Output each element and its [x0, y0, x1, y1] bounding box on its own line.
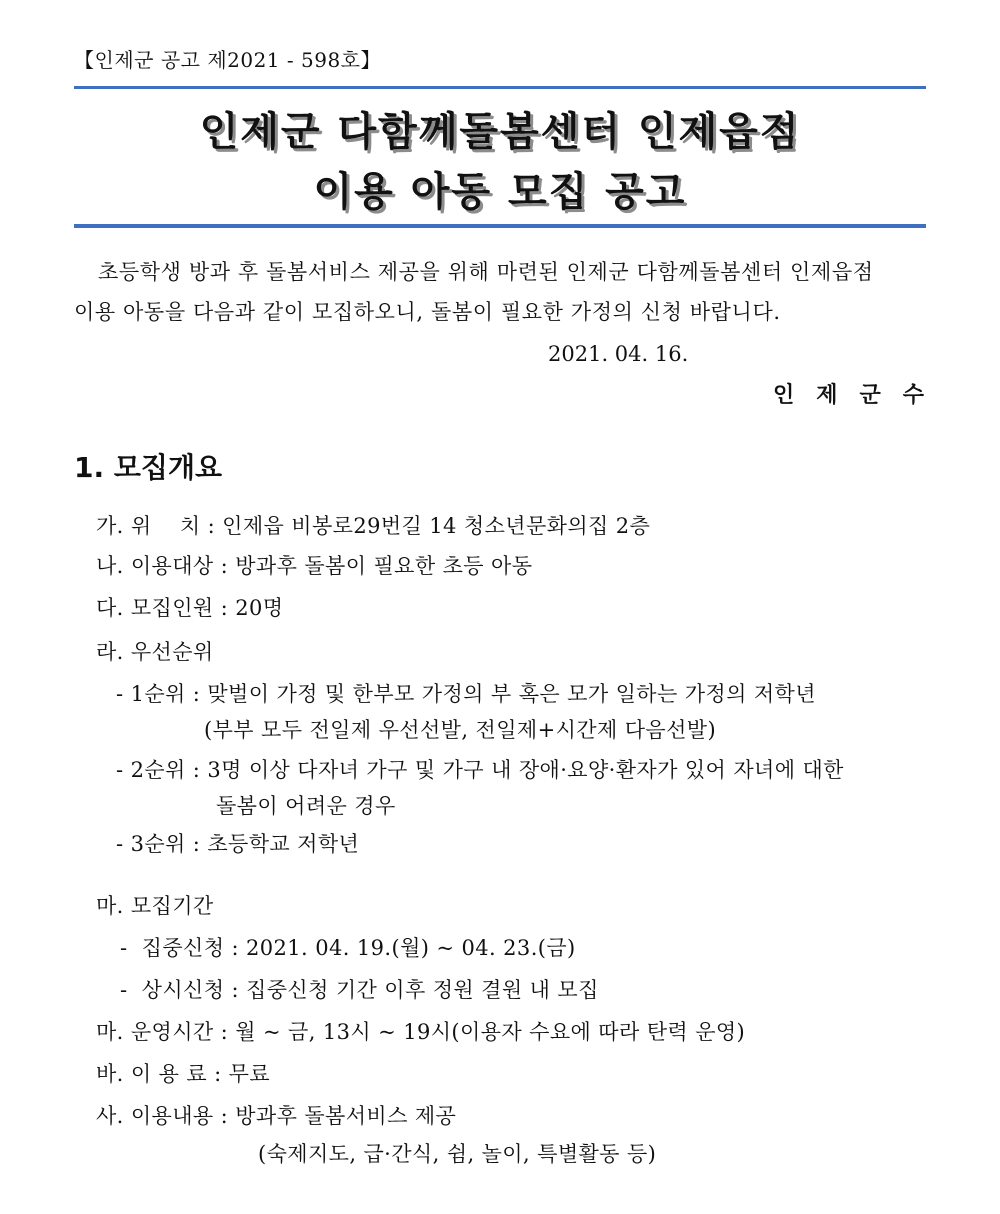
item-capacity: 다. 모집인원 : 20명	[96, 596, 284, 620]
top-rule	[74, 86, 926, 89]
bottom-rule	[74, 224, 926, 228]
priority-1-note: (부부 모두 전일제 우선선발, 전일제+시간제 다음선발)	[204, 718, 717, 742]
priority-3: - 3순위 : 초등학교 저학년	[116, 832, 360, 856]
announcement-date: 2021. 04. 16.	[548, 342, 689, 366]
notice-number: 【인제군 공고 제2021 - 598호】	[74, 48, 381, 72]
item-priority-heading: 라. 우선순위	[96, 640, 214, 664]
item-target: 나. 이용대상 : 방과후 돌봄이 필요한 초등 아동	[96, 554, 533, 578]
title-line-2: 이용 아동 모집 공고	[313, 169, 687, 215]
intro-line-1: 초등학생 방과 후 돌봄서비스 제공을 위해 마련된 인제군 다함께돌봄센터 인제읍점	[98, 260, 874, 284]
section-title: 1. 모집개요	[74, 451, 223, 484]
item-period-heading: 마. 모집기간	[96, 894, 214, 918]
content-details: (숙제지도, 급·간식, 쉼, 놀이, 특별활동 등)	[258, 1142, 657, 1166]
item-hours: 마. 운영시간 : 월 ~ 금, 13시 ~ 19시(이용자 수요에 따라 탄력 운영)	[96, 1020, 746, 1044]
priority-1: - 1순위 : 맞벌이 가정 및 한부모 가정의 부 혹은 모가 일하는 가정의 저학년	[116, 682, 816, 706]
item-location: 가. 위 치 : 인제읍 비봉로29번길 14 청소년문화의집 2층	[96, 514, 651, 538]
priority-2-note: 돌봄이 어려운 경우	[216, 794, 396, 818]
priority-2: - 2순위 : 3명 이상 다자녀 가구 및 가구 내 장애·요양·환자가 있어 자녀에 대한	[116, 758, 844, 782]
intro-line-2: 이용 아동을 다음과 같이 모집하오니, 돌봄이 필요한 가정의 신청 바랍니다.	[74, 300, 781, 324]
period-ongoing: - 상시신청 : 집중신청 기간 이후 정원 결원 내 모집	[120, 978, 599, 1002]
item-fee: 바. 이 용 료 : 무료	[96, 1062, 271, 1086]
title-line-1: 인제군 다함께돌봄센터 인제읍점	[199, 109, 801, 155]
period-intensive: - 집중신청 : 2021. 04. 19.(월) ~ 04. 23.(금)	[120, 936, 576, 960]
issuer: 인제군수	[772, 383, 946, 408]
item-content: 사. 이용내용 : 방과후 돌봄서비스 제공	[96, 1104, 457, 1128]
